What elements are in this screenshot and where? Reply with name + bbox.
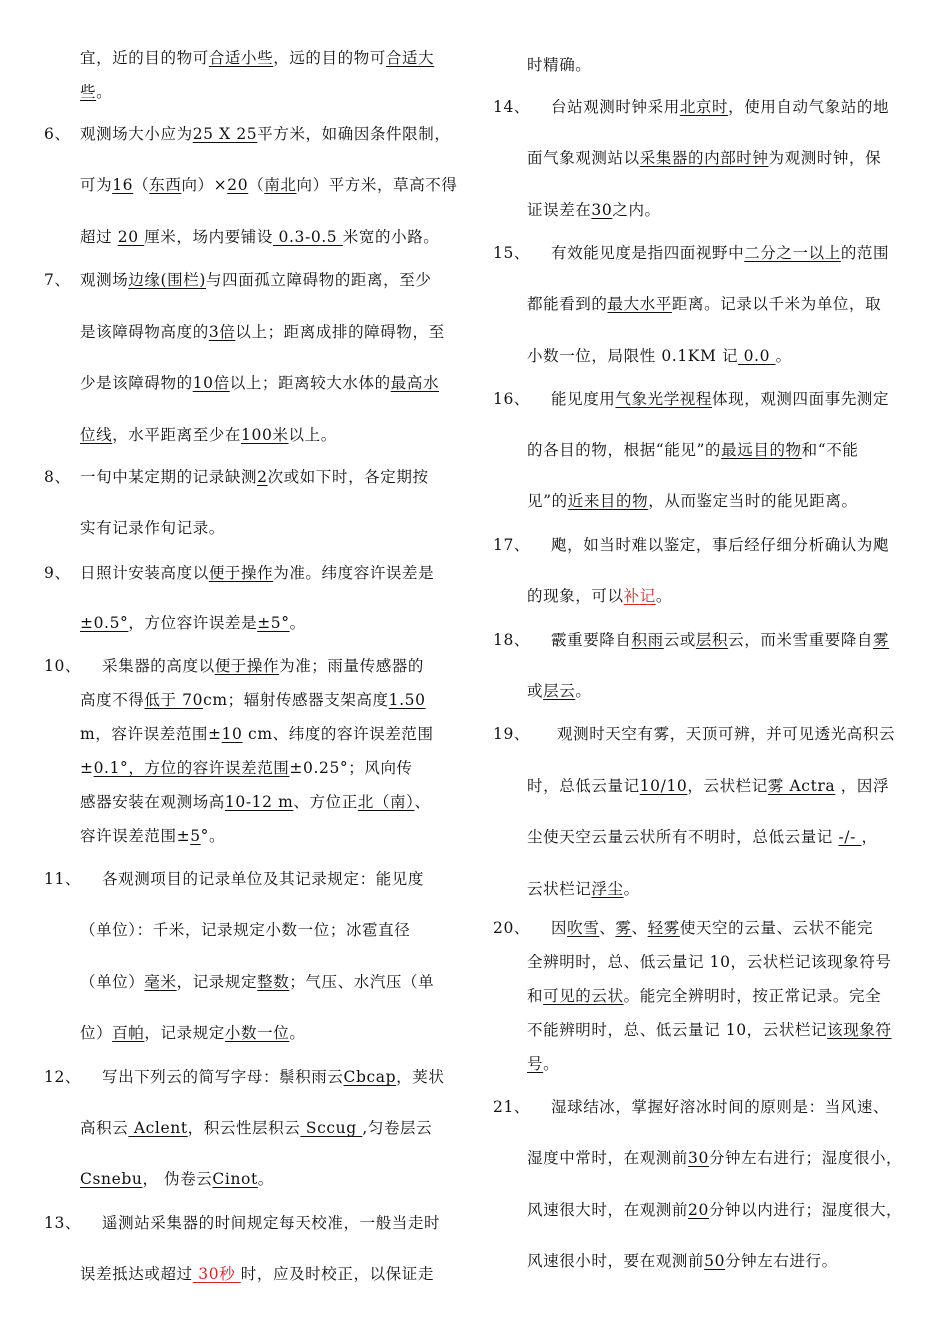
text-segment: 以上；距离较大水体的: [229, 374, 391, 392]
text-segment: 。: [775, 347, 792, 365]
text-line: [527, 681, 591, 701]
text-segment: 可为: [80, 176, 113, 194]
text-line: [102, 1213, 440, 1233]
text-line: [527, 1054, 559, 1074]
item-number: 18、: [493, 631, 531, 649]
answer-blank: 百帕: [112, 1024, 145, 1042]
text-line: [80, 724, 434, 744]
text-segment: 。: [96, 83, 113, 101]
text-line: [80, 373, 439, 393]
text-line: [80, 792, 431, 812]
item-number: 13、: [44, 1214, 82, 1232]
item-number: 20、: [493, 919, 531, 937]
text-segment: 。: [655, 587, 672, 605]
answer-blank: 东西: [149, 176, 182, 194]
text-line: [80, 690, 426, 710]
text-segment: 全辨明时，总、低云量记 10，云状栏记该现象符号: [527, 953, 892, 971]
text-segment: 霰重要降自: [551, 631, 632, 649]
text-segment: 风速很小时，要在观测前: [527, 1252, 705, 1270]
text-line: [527, 952, 892, 972]
text-line: [551, 535, 889, 555]
text-segment: 采集器的高度以: [102, 657, 215, 675]
text-line: [80, 425, 337, 445]
text-line: [527, 148, 881, 168]
item-number: 7、: [44, 271, 71, 289]
answer-blank: Cbcap: [343, 1068, 397, 1086]
text-segment: ，荚状: [396, 1068, 445, 1086]
text-line: [527, 1251, 838, 1271]
text-segment: ；气压、水汽压（单: [289, 973, 435, 991]
text-line: [80, 613, 306, 633]
text-segment: 和“不能: [801, 441, 859, 459]
text-line: [527, 55, 591, 75]
text-segment: 体现，观测四面事先测定: [712, 390, 890, 408]
text-segment: 都能看到的: [527, 295, 608, 313]
text-segment: °。: [200, 827, 226, 845]
answer-blank: 低于 70: [144, 691, 204, 709]
answer-blank: 10: [221, 725, 243, 743]
text-segment: 。: [543, 1055, 560, 1073]
answer-blank: 该现象符: [827, 1021, 892, 1039]
text-segment: 次或如下时，各定期按: [267, 468, 429, 486]
answer-blank: 毫米: [144, 973, 177, 991]
answer-blank: 轻雾: [647, 919, 680, 937]
text-segment: 分钟左右进行。: [725, 1252, 838, 1270]
item-number: 19、: [493, 725, 531, 743]
answer-blank: 最大水平: [607, 295, 672, 313]
answer-blank: 层云: [543, 682, 576, 700]
answer-blank: Aclent: [128, 1119, 188, 1137]
text-segment: 时，总低云量记: [527, 777, 640, 795]
answer-blank: 雾: [873, 631, 890, 649]
answer-blank: ±5°: [257, 614, 290, 632]
text-segment: 观测场大小应为: [80, 125, 193, 143]
text-segment: 的现象，可以: [527, 587, 624, 605]
text-line: [551, 630, 889, 650]
text-line: [80, 826, 225, 846]
text-segment: 分钟左右进行；湿度很小，: [708, 1149, 903, 1167]
text-segment: 一旬中某定期的记录缺测: [80, 468, 258, 486]
text-segment: 。: [257, 1170, 274, 1188]
text-segment: （单位）: [80, 973, 145, 991]
answer-blank: 北京时: [679, 98, 729, 116]
text-line: [80, 48, 434, 68]
item-number: 14、: [493, 98, 531, 116]
text-segment: ±0.25°；风向传: [289, 759, 413, 777]
text-line: [80, 972, 434, 992]
answer-blank: 10倍: [192, 374, 230, 392]
answer-blank: 近来目的物: [567, 492, 649, 510]
text-line: [527, 440, 859, 460]
item-number: 16、: [493, 390, 531, 408]
text-segment: 使天空的云量、云状不能完: [679, 919, 874, 937]
answer-blank: 便于操作: [208, 564, 274, 582]
answer-blank: 25 X 25: [192, 125, 258, 143]
text-line: [527, 986, 881, 1006]
text-segment: ，积云性层积云: [187, 1119, 301, 1137]
text-line: [557, 724, 895, 744]
text-segment: 尘使天空云量云状所有不明时，总低云量记: [527, 828, 839, 846]
text-segment: 位）: [80, 1024, 113, 1042]
text-segment: 有效能见度是指四面视野中: [551, 244, 745, 262]
text-segment: 距离。记录以千米为单位，取: [671, 295, 882, 313]
text-segment: 小数一位，局限性 0.1KM 记: [527, 347, 739, 365]
text-segment: 云，而米雪重要降自: [728, 631, 874, 649]
text-line: [527, 1200, 902, 1220]
text-segment: 宜，近的目的物可: [80, 49, 209, 67]
answer-blank: 二分之一以上: [744, 244, 841, 262]
text-segment: 各观测项目的记录单位及其记录规定：能见度: [102, 870, 425, 888]
text-segment: （: [248, 176, 265, 194]
text-line: [80, 920, 410, 940]
answer-blank: 小数一位: [224, 1024, 290, 1042]
answer-blank: 层积: [695, 631, 729, 649]
text-segment: 因: [551, 919, 568, 937]
answer-blank: 便于操作: [214, 657, 280, 675]
text-line: [102, 1067, 444, 1087]
text-line: [551, 243, 889, 263]
text-segment: ±: [80, 759, 94, 777]
text-line: [527, 776, 889, 796]
text-line: [527, 586, 672, 606]
text-line: [80, 270, 431, 290]
answer-blank: 2: [257, 468, 268, 486]
text-segment: 的范围: [840, 244, 890, 262]
text-segment: ，从而鉴定当时的能见距离。: [648, 492, 858, 510]
text-segment: 能见度用: [551, 390, 616, 408]
answer-blank: -/-: [838, 828, 862, 846]
text-segment: 、方位正: [293, 793, 358, 811]
text-segment: 以上。: [288, 426, 337, 444]
text-segment: 云状栏记: [527, 880, 592, 898]
answer-blank: 0.1°，方位的容许误差范围: [93, 759, 290, 777]
answer-blank: 10-12 m: [224, 793, 294, 811]
answer-blank: 1.50: [388, 691, 426, 709]
answer-blank: Sccug: [300, 1119, 363, 1137]
text-segment: m，容许误差范围±: [80, 725, 222, 743]
text-segment: 高度不得: [80, 691, 145, 709]
answer-blank: ±0.5°: [80, 614, 129, 632]
text-line: [527, 1020, 892, 1040]
item-number: 21、: [493, 1098, 531, 1116]
text-line: [551, 97, 889, 117]
text-segment: （: [133, 176, 150, 194]
answer-blank: 20: [227, 176, 249, 194]
text-segment: 高积云: [80, 1119, 129, 1137]
text-segment: 向）×: [181, 176, 228, 194]
text-line: [527, 879, 640, 899]
text-segment: 风速很大时，在观测前: [527, 1201, 689, 1219]
text-line: [527, 346, 792, 366]
text-line: [551, 918, 873, 938]
text-segment: 平方米，如确因条件限制，: [257, 125, 451, 143]
text-line: [527, 294, 881, 314]
item-number: 6、: [44, 125, 71, 143]
text-segment: 之内。: [612, 201, 661, 219]
text-segment: 误差抵达或超过: [80, 1265, 193, 1283]
answer-blank: 16: [112, 176, 134, 194]
text-line: [80, 322, 445, 342]
answer-blank: 合适大: [385, 49, 435, 67]
item-number: 8、: [44, 468, 71, 486]
item-number: 15、: [493, 244, 531, 262]
text-segment: 超过: [80, 228, 118, 246]
text-segment: 实有记录作旬记录。: [80, 519, 225, 537]
text-segment: 以上；距离成排的障碍物，至: [235, 323, 445, 341]
text-segment: ，记录规定: [176, 973, 258, 991]
answer-blank: 北（南）: [357, 793, 415, 811]
text-line: [527, 1148, 902, 1168]
answer-blank: 5: [190, 827, 201, 845]
text-line: [80, 1023, 305, 1043]
text-segment: 为准；雨量传感器的: [279, 657, 425, 675]
text-segment: 分钟以内进行；湿度很大，: [708, 1201, 903, 1219]
text-line: [80, 175, 458, 195]
item-number: 10、: [44, 657, 82, 675]
text-segment: 为观测时钟，保: [768, 149, 882, 167]
text-line: [102, 656, 424, 676]
answer-blank: 0.3-0.5: [273, 228, 343, 246]
text-line: [527, 200, 661, 220]
answer-blank: 0.0: [738, 347, 776, 365]
text-segment: 是该障碍物高度的: [80, 323, 209, 341]
answer-blank: Csnebu: [80, 1170, 143, 1188]
text-segment: 或: [527, 682, 544, 700]
text-line: [551, 389, 889, 409]
answer-blank: 雾: [615, 919, 632, 937]
answer-blank: 雾 Actra: [767, 777, 836, 795]
text-segment: 写出下列云的简写字母：鬃积雨云: [102, 1068, 344, 1086]
text-segment: （单位）：千米，记录规定小数一位；冰雹直径: [80, 921, 411, 939]
answer-blank: 南北: [264, 176, 297, 194]
text-line: [80, 227, 439, 247]
text-segment: 飑，如当时难以鉴定，事后经仔细分析确认为飑: [551, 536, 890, 554]
text-segment: 米宽的小路。: [342, 228, 440, 246]
text-segment: 、: [631, 919, 648, 937]
answer-blank: 20: [688, 1201, 709, 1219]
answer-blank: 整数: [257, 973, 290, 991]
answer-blank: 位线: [80, 426, 113, 444]
text-segment: ， 伪卷云: [142, 1170, 213, 1188]
text-segment: cm；辐射传感器支架高度: [203, 691, 389, 709]
answer-blank: 边缘(围栏): [128, 271, 207, 289]
text-line: [80, 1264, 434, 1284]
text-segment: 遥测站采集器的时间规定每天校准，一般当走时: [102, 1214, 441, 1232]
text-segment: 向）平方米，草高不得: [296, 176, 458, 194]
text-segment: ，因浮: [835, 777, 890, 795]
text-line: [551, 1097, 889, 1117]
text-segment: ，使用自动气象站的地: [728, 98, 890, 116]
text-segment: 面气象观测站以: [527, 149, 640, 167]
item-number: 9、: [44, 564, 71, 582]
text-segment: 不能辨明时，总、低云量记 10，云状栏记: [527, 1021, 828, 1039]
answer-blank: 补记: [623, 587, 656, 605]
answer-blank: 10/10: [639, 777, 688, 795]
text-segment: ，云状栏记: [687, 777, 768, 795]
answer-blank: 30: [688, 1149, 709, 1167]
text-line: [80, 758, 413, 778]
answer-blank: 可见的云状: [543, 987, 624, 1005]
text-segment: ，方位容许误差是: [128, 614, 258, 632]
text-line: [80, 1169, 274, 1189]
text-line: [80, 563, 434, 583]
text-line: [80, 124, 450, 144]
text-segment: 。: [575, 682, 592, 700]
answer-blank: 积雨: [631, 631, 664, 649]
text-segment: 观测时天空有雾，天顶可辨，并可见透光高积云: [557, 725, 896, 743]
text-segment: 时精确。: [527, 56, 592, 74]
text-segment: 日照计安装高度以: [80, 564, 209, 582]
answer-blank: 采集器的内部时钟: [639, 149, 769, 167]
text-segment: 湿度中常时，在观测前: [527, 1149, 689, 1167]
text-line: [527, 491, 858, 511]
text-segment: 。: [623, 880, 640, 898]
answer-blank: 20: [117, 228, 145, 246]
text-segment: 的各目的物，根据“能见”的: [527, 441, 722, 459]
text-segment: 云或: [663, 631, 696, 649]
text-segment: 、: [599, 919, 616, 937]
answer-blank: 30秒: [192, 1265, 241, 1283]
text-segment: 时，应及时校正，以保证走: [240, 1265, 434, 1283]
answer-blank: 最远目的物: [721, 441, 802, 459]
text-line: [80, 82, 112, 102]
text-segment: 感器安装在观测场高: [80, 793, 225, 811]
item-number: 11、: [44, 870, 82, 888]
text-line: [527, 827, 878, 847]
text-segment: 。能完全辨明时，按正常记录。完全: [623, 987, 882, 1005]
text-segment: 容许误差范围±: [80, 827, 191, 845]
text-segment: 。: [289, 1024, 306, 1042]
text-segment: 台站观测时钟采用: [551, 98, 680, 116]
answer-blank: 浮尘: [591, 880, 624, 898]
answer-blank: 合适小些: [208, 49, 274, 67]
text-segment: 。: [289, 614, 306, 632]
text-segment: 与四面孤立障碍物的距离，至少: [206, 271, 432, 289]
text-segment: 和: [527, 987, 544, 1005]
text-segment: 证误差在: [527, 201, 592, 219]
text-segment: ,匀卷层云: [362, 1119, 433, 1137]
text-line: [80, 518, 225, 538]
answer-blank: 最高水: [390, 374, 440, 392]
text-segment: ，水平距离至少在: [112, 426, 242, 444]
answer-blank: Cinot: [212, 1170, 258, 1188]
text-segment: cm、纬度的容许误差范围: [242, 725, 434, 743]
text-segment: ，记录规定: [144, 1024, 225, 1042]
item-number: 17、: [493, 536, 531, 554]
text-line: [102, 869, 424, 889]
text-segment: 观测场: [80, 271, 129, 289]
text-segment: 厘米，场内要铺设: [144, 228, 273, 246]
text-segment: 湿球结冰，掌握好溶冰时间的原则是：当风速、: [551, 1098, 890, 1116]
answer-blank: 100米: [241, 426, 289, 444]
answer-blank: 30: [591, 201, 613, 219]
text-segment: 为准。纬度容许误差是: [273, 564, 435, 582]
answer-blank: 50: [704, 1252, 726, 1270]
text-line: [80, 467, 429, 487]
text-segment: 少是该障碍物的: [80, 374, 193, 392]
text-segment: ，: [861, 828, 878, 846]
text-segment: 见”的: [527, 492, 568, 510]
text-line: [80, 1118, 432, 1138]
text-segment: 、: [414, 793, 431, 811]
answer-blank: 3倍: [208, 323, 236, 341]
answer-blank: 气象光学视程: [615, 390, 713, 408]
text-segment: ，远的目的物可: [273, 49, 386, 67]
answer-blank: 吹雪: [567, 919, 600, 937]
item-number: 12、: [44, 1068, 82, 1086]
answer-blank: 些: [80, 83, 97, 101]
answer-blank: 号: [527, 1055, 544, 1073]
